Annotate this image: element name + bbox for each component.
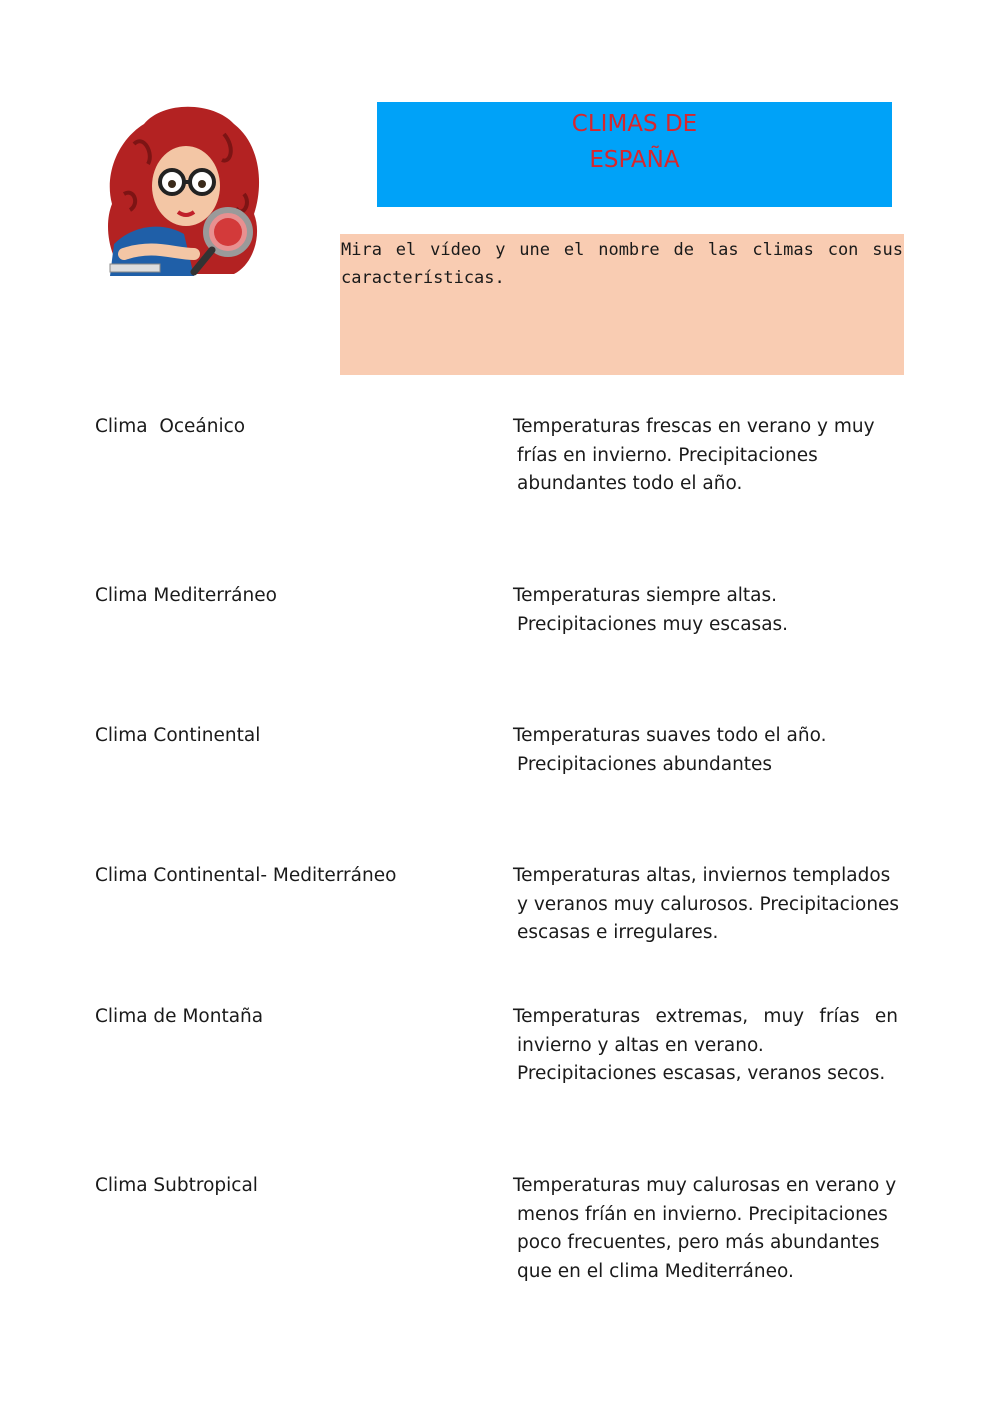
description-line: Temperaturas muy calurosas en verano y — [513, 1175, 897, 1196]
climate-name[interactable]: Clima Continental- Mediterráneo — [95, 865, 397, 886]
climate-description[interactable] — [513, 862, 898, 948]
description-line: poco frecuentes, pero más abundantes — [517, 1232, 880, 1253]
detective-avatar-icon — [104, 104, 264, 284]
climate-name[interactable]: Clima Subtropical — [95, 1175, 258, 1196]
climate-name[interactable]: Clima Oceánico — [95, 416, 246, 437]
description-line: Temperaturas suaves todo el año. — [513, 725, 827, 746]
description-line: invierno y altas en verano. — [517, 1034, 764, 1056]
climate-description[interactable] — [513, 413, 898, 499]
page-title-line-2: ESPAÑA — [589, 147, 680, 173]
climate-description[interactable] — [513, 582, 898, 639]
description-line: Temperaturas extremas, muy frías en — [513, 1006, 898, 1027]
description-line: Temperaturas frescas en verano y muy — [513, 416, 875, 437]
title-banner — [377, 102, 892, 207]
description-line: escasas e irregulares. — [517, 922, 719, 943]
climate-name[interactable]: Clima de Montaña — [95, 1006, 264, 1027]
description-line: Precipitaciones abundantes — [517, 753, 773, 775]
description-line: abundantes todo el año. — [517, 473, 743, 494]
description-line: que en el clima Mediterráneo. — [517, 1260, 794, 1282]
description-line: Temperaturas altas, inviernos templados — [513, 865, 891, 886]
page-title-line-1: CLIMAS DE — [571, 111, 698, 137]
climate-description[interactable] — [513, 1172, 898, 1286]
climate-name[interactable]: Clima Continental — [95, 725, 261, 746]
description-line: Precipitaciones muy escasas. — [517, 613, 789, 635]
description-line: y veranos muy calurosos. Precipitaciones — [517, 893, 900, 915]
instruction-text: Mira el vídeo y une el nombre de las climas con sus características. — [341, 240, 903, 288]
description-line: Precipitaciones escasas, veranos secos. — [517, 1063, 886, 1084]
avatar — [104, 104, 264, 284]
climate-name[interactable]: Clima Mediterráneo — [95, 585, 277, 606]
climate-description[interactable] — [513, 722, 898, 779]
instruction-box — [340, 234, 904, 375]
description-line: frías en invierno. Precipitaciones — [517, 444, 818, 466]
climate-description[interactable] — [513, 1003, 898, 1089]
description-line: menos fríán en invierno. Precipitaciones — [517, 1203, 888, 1225]
description-line: Temperaturas siempre altas. — [513, 585, 778, 606]
